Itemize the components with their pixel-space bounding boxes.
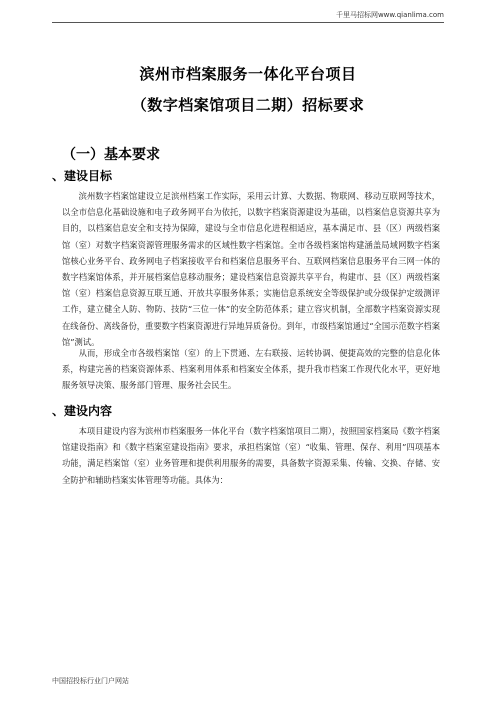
header-site-link[interactable]: 千里马招标网www.qianlima.com bbox=[335, 11, 444, 19]
footer-text: 中国招投标行业门户网站 bbox=[52, 677, 129, 685]
section-heading-goals: 、建设目标 bbox=[52, 169, 113, 183]
document-title-line2: （数字档案馆项目二期）招标要求 bbox=[131, 96, 365, 114]
paragraph-goals: 滨州数字档案馆建设立足滨州档案工作实际，采用云计算、大数据、物联网、移动互联网等技术，以全市信息化基础设施和电子政务网平台为依托，以数字档案资源建设为基础，以档案信息资源共享为目的，以档案信息安全和支持为保障，建设与全市信息化进程相适应，基本满足市、县（区）两级档案馆（室）对数字档案资源管理服务需求的区域性数字档案馆。全市各级档案馆构建涵盖局域网数字档案馆核心业务平台、政务网电子档案接收平台和档案信息服务平台、互联网档案信息服务平台三网一体的数字档案馆体系，并开展档案信息移动服务；建设档案信息资源共享平台，构建市、县（区）两级档案馆（室）档案信息资源互联互通、开放共享服务体系；实施信息系统安全等级保护或分级保护定级测评工作，建立健全人防、物防、技防“三位一体”的安全防范体系；建立容灾机制，全部数字档案资源实现在线备份、离线备份，重要数字档案资源进行异地异质备份。到年，市级档案馆通过“全国示范数字档案馆”测试。 bbox=[62, 191, 440, 347]
paragraph-content: 本项目建设内容为滨州市档案服务一体化平台（数字档案馆项目二期），按照国家档案局《数字档案馆建设指南》和《数字档案室建设指南》要求，承担档案馆（室）“收集、管理、保存、利用”四项基本功能，满足档案馆（室）业务管理和提供利用服务的需要，具备数字资源采集、传输、交换、存储、安全防护和辅助档案实体管理等功能。具体为： bbox=[62, 426, 440, 485]
section-heading-basic-requirements: （一）基本要求 bbox=[62, 147, 160, 163]
document-title-line1: 滨州市档案服务一体化平台项目 bbox=[139, 65, 357, 83]
header-divider bbox=[52, 22, 444, 23]
section-heading-content: 、建设内容 bbox=[52, 404, 113, 418]
paragraph-outcome: 从而，形成全市各级档案馆（室）的上下贯通、左右联接、运转协调、便捷高效的完整的信息化体系，构建完善的档案资源体系、档案利用体系和档案安全体系，提升我市档案工作现代化水平，更好地服务领导决策、服务部门管理、服务社会民生。 bbox=[62, 348, 440, 391]
